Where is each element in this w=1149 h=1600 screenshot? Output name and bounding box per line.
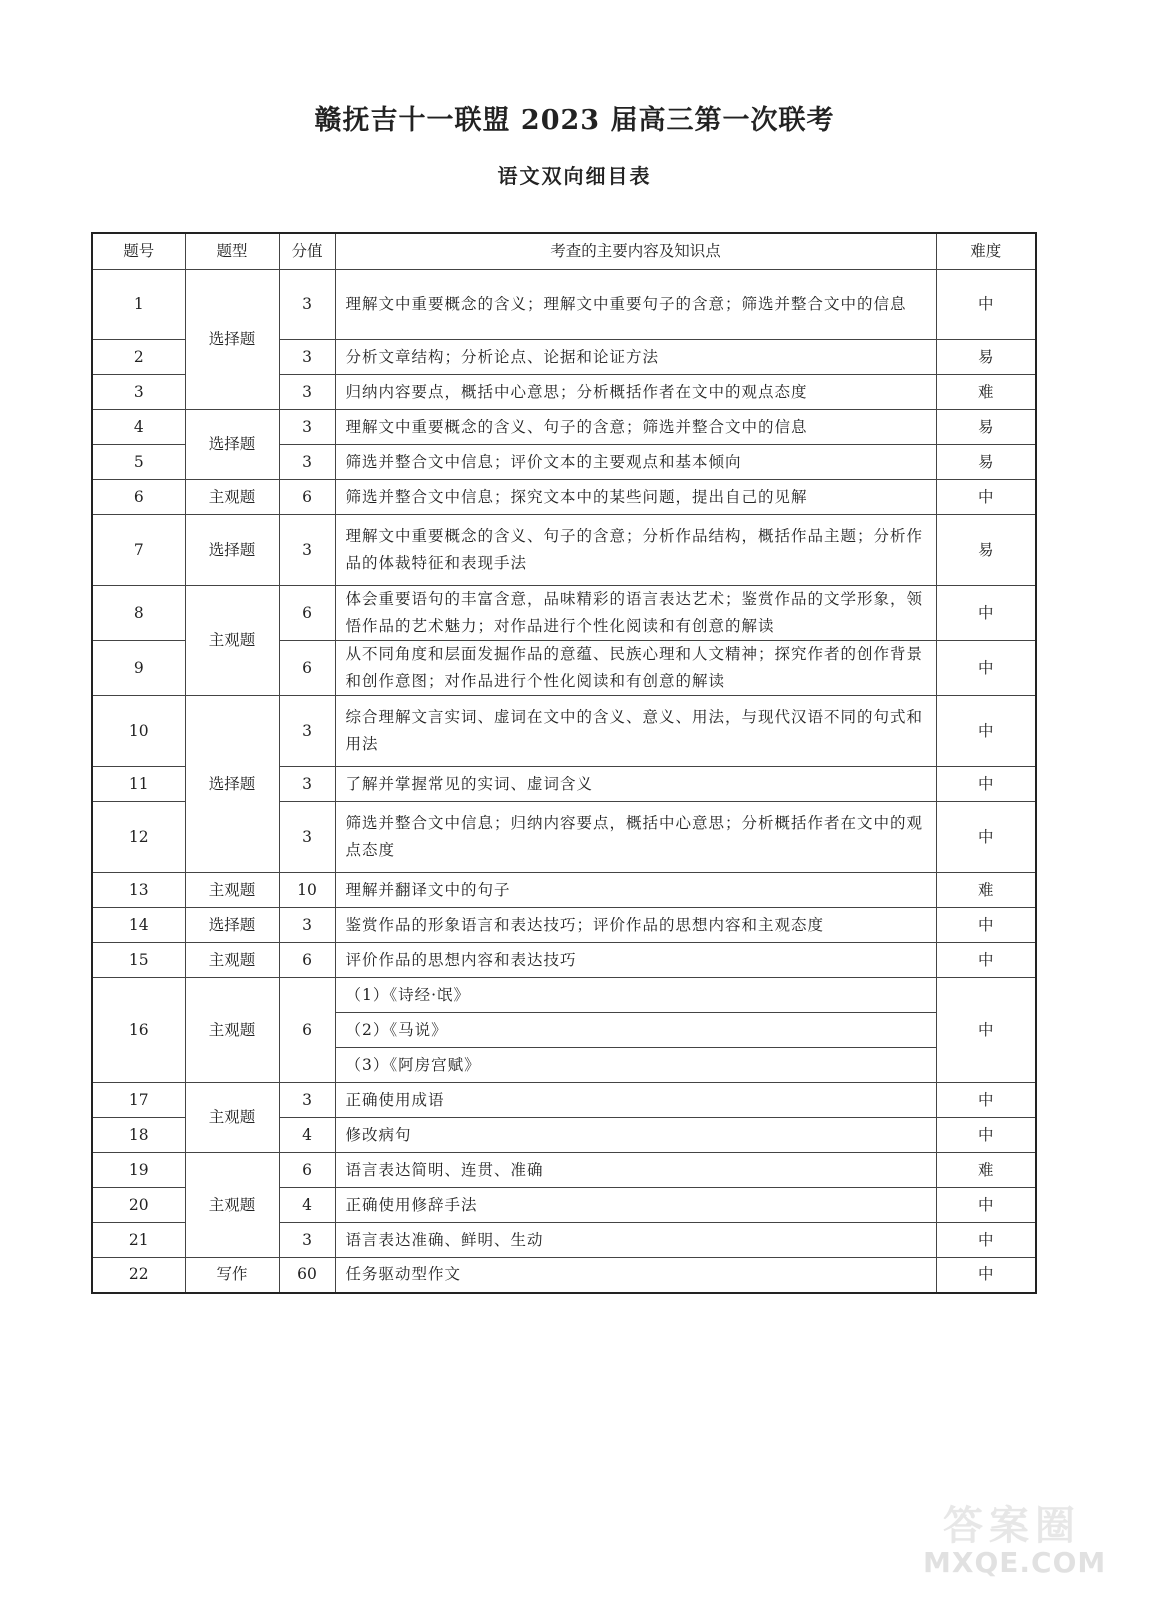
question-content: 归纳内容要点，概括中心意思；分析概括作者在文中的观点态度 <box>335 375 936 410</box>
question-score: 4 <box>279 1118 335 1153</box>
table-row <box>92 515 1036 586</box>
question-content: 评价作品的思想内容和表达技巧 <box>335 943 936 978</box>
question-type: 选择题 <box>185 270 279 410</box>
question-type: 写作 <box>185 1258 279 1293</box>
question-number: 5 <box>92 445 185 480</box>
question-content: 语言表达准确、鲜明、生动 <box>335 1223 936 1258</box>
question-type: 主观题 <box>185 1153 279 1258</box>
header-score: 分值 <box>279 233 335 270</box>
question-content: 综合理解文言实词、虚词在文中的含义、意义、用法，与现代汉语不同的句式和用法 <box>335 696 936 767</box>
question-difficulty: 中 <box>936 1083 1036 1118</box>
document-title: 赣抚吉十一联盟 2023 届高三第一次联考 <box>314 105 835 136</box>
document-subtitle: 语文双向细目表 <box>497 164 652 188</box>
question-number: 12 <box>92 802 185 873</box>
table-row <box>92 410 1036 445</box>
question-number: 17 <box>92 1083 185 1118</box>
table-row <box>92 978 1036 1013</box>
question-difficulty: 中 <box>936 480 1036 515</box>
question-score: 6 <box>279 1153 335 1188</box>
watermark-top-text: 答案圈 <box>943 1503 1081 1549</box>
question-difficulty: 中 <box>936 908 1036 943</box>
question-difficulty: 中 <box>936 696 1036 767</box>
question-difficulty: 中 <box>936 1258 1036 1293</box>
question-number: 9 <box>92 641 185 696</box>
table-row <box>92 1083 1036 1118</box>
table-row <box>92 696 1036 767</box>
question-type: 选择题 <box>185 696 279 873</box>
question-content: 从不同角度和层面发掘作品的意蕴、民族心理和人文精神；探究作者的创作背景和创作意图；对作品进行个性化阅读和有创意的解读 <box>335 641 936 696</box>
question-score: 4 <box>279 1188 335 1223</box>
question-difficulty: 易 <box>936 445 1036 480</box>
question-score: 6 <box>279 480 335 515</box>
question-content: 理解文中重要概念的含义；理解文中重要句子的含意；筛选并整合文中的信息 <box>335 270 936 340</box>
question-difficulty: 中 <box>936 270 1036 340</box>
question-score: 3 <box>279 1083 335 1118</box>
question-type: 主观题 <box>185 480 279 515</box>
question-type: 主观题 <box>185 1083 279 1153</box>
question-subitem: （1）《诗经·氓》 <box>335 978 936 1013</box>
header-number: 题号 <box>92 233 185 270</box>
question-score: 3 <box>279 767 335 802</box>
question-subitem: （2）《马说》 <box>335 1013 936 1048</box>
question-difficulty: 中 <box>936 943 1036 978</box>
question-number: 13 <box>92 873 185 908</box>
question-number: 15 <box>92 943 185 978</box>
question-score: 6 <box>279 586 335 641</box>
question-type: 主观题 <box>185 978 279 1083</box>
question-number: 2 <box>92 340 185 375</box>
question-number: 10 <box>92 696 185 767</box>
question-type: 主观题 <box>185 873 279 908</box>
question-type: 选择题 <box>185 410 279 480</box>
question-difficulty: 难 <box>936 1153 1036 1188</box>
table-row <box>92 1258 1036 1293</box>
question-content: 理解文中重要概念的含义、句子的含意；分析作品结构，概括作品主题；分析作品的体裁特征和表现手法 <box>335 515 936 586</box>
question-number: 1 <box>92 270 185 340</box>
question-type: 主观题 <box>185 943 279 978</box>
question-number: 14 <box>92 908 185 943</box>
question-difficulty: 中 <box>936 641 1036 696</box>
question-type: 选择题 <box>185 908 279 943</box>
question-content: 修改病句 <box>335 1118 936 1153</box>
question-difficulty: 易 <box>936 410 1036 445</box>
header-difficulty: 难度 <box>936 233 1036 270</box>
table-row <box>92 873 1036 908</box>
question-content: 分析文章结构；分析论点、论据和论证方法 <box>335 340 936 375</box>
question-number: 22 <box>92 1258 185 1293</box>
question-number: 18 <box>92 1118 185 1153</box>
question-type: 选择题 <box>185 515 279 586</box>
question-content: 了解并掌握常见的实词、虚词含义 <box>335 767 936 802</box>
table-row <box>92 270 1036 340</box>
question-difficulty: 中 <box>936 1118 1036 1153</box>
question-content: 筛选并整合文中信息；评价文本的主要观点和基本倾向 <box>335 445 936 480</box>
question-number: 19 <box>92 1153 185 1188</box>
question-number: 8 <box>92 586 185 641</box>
question-difficulty: 中 <box>936 586 1036 641</box>
question-score: 3 <box>279 445 335 480</box>
question-content: 语言表达简明、连贯、准确 <box>335 1153 936 1188</box>
specification-table <box>91 232 1037 1294</box>
question-score: 3 <box>279 802 335 873</box>
header-type: 题型 <box>185 233 279 270</box>
question-difficulty: 中 <box>936 1188 1036 1223</box>
question-difficulty: 难 <box>936 375 1036 410</box>
question-score: 60 <box>279 1258 335 1293</box>
question-score: 3 <box>279 340 335 375</box>
question-number: 7 <box>92 515 185 586</box>
question-content: 理解并翻译文中的句子 <box>335 873 936 908</box>
question-difficulty: 中 <box>936 978 1036 1083</box>
question-score: 10 <box>279 873 335 908</box>
question-content: 体会重要语句的丰富含意，品味精彩的语言表达艺术；鉴赏作品的文学形象，领悟作品的艺术魅力；对作品进行个性化阅读和有创意的解读 <box>335 586 936 641</box>
header-content: 考查的主要内容及知识点 <box>335 233 936 270</box>
question-difficulty: 易 <box>936 515 1036 586</box>
question-difficulty: 中 <box>936 802 1036 873</box>
question-number: 16 <box>92 978 185 1083</box>
question-number: 11 <box>92 767 185 802</box>
question-score: 3 <box>279 1223 335 1258</box>
question-score: 6 <box>279 943 335 978</box>
question-score: 3 <box>279 908 335 943</box>
question-difficulty: 中 <box>936 1223 1036 1258</box>
question-content: 理解文中重要概念的含义、句子的含意；筛选并整合文中的信息 <box>335 410 936 445</box>
question-content: 鉴赏作品的形象语言和表达技巧；评价作品的思想内容和主观态度 <box>335 908 936 943</box>
question-score: 3 <box>279 696 335 767</box>
watermark-bottom-text: MXQE.COM <box>923 1546 1107 1579</box>
question-content: 正确使用修辞手法 <box>335 1188 936 1223</box>
question-score: 3 <box>279 515 335 586</box>
question-score: 3 <box>279 410 335 445</box>
table-row <box>92 943 1036 978</box>
question-difficulty: 难 <box>936 873 1036 908</box>
question-content: 任务驱动型作文 <box>335 1258 936 1293</box>
table-row <box>92 1153 1036 1188</box>
question-score: 6 <box>279 641 335 696</box>
table-row <box>92 908 1036 943</box>
question-number: 3 <box>92 375 185 410</box>
question-number: 20 <box>92 1188 185 1223</box>
question-difficulty: 中 <box>936 767 1036 802</box>
question-content: 正确使用成语 <box>335 1083 936 1118</box>
table-row <box>92 586 1036 641</box>
question-difficulty: 易 <box>936 340 1036 375</box>
question-type: 主观题 <box>185 586 279 696</box>
question-number: 4 <box>92 410 185 445</box>
question-score: 3 <box>279 375 335 410</box>
question-number: 6 <box>92 480 185 515</box>
question-content: 筛选并整合文中信息；归纳内容要点，概括中心意思；分析概括作者在文中的观点态度 <box>335 802 936 873</box>
watermark-logo <box>913 1490 1113 1582</box>
question-score: 6 <box>279 978 335 1083</box>
table-row <box>92 480 1036 515</box>
question-content: 筛选并整合文中信息；探究文本中的某些问题，提出自己的见解 <box>335 480 936 515</box>
table-header-row <box>92 233 1036 270</box>
question-score: 3 <box>279 270 335 340</box>
question-subitem: （3）《阿房宫赋》 <box>335 1048 936 1083</box>
question-number: 21 <box>92 1223 185 1258</box>
